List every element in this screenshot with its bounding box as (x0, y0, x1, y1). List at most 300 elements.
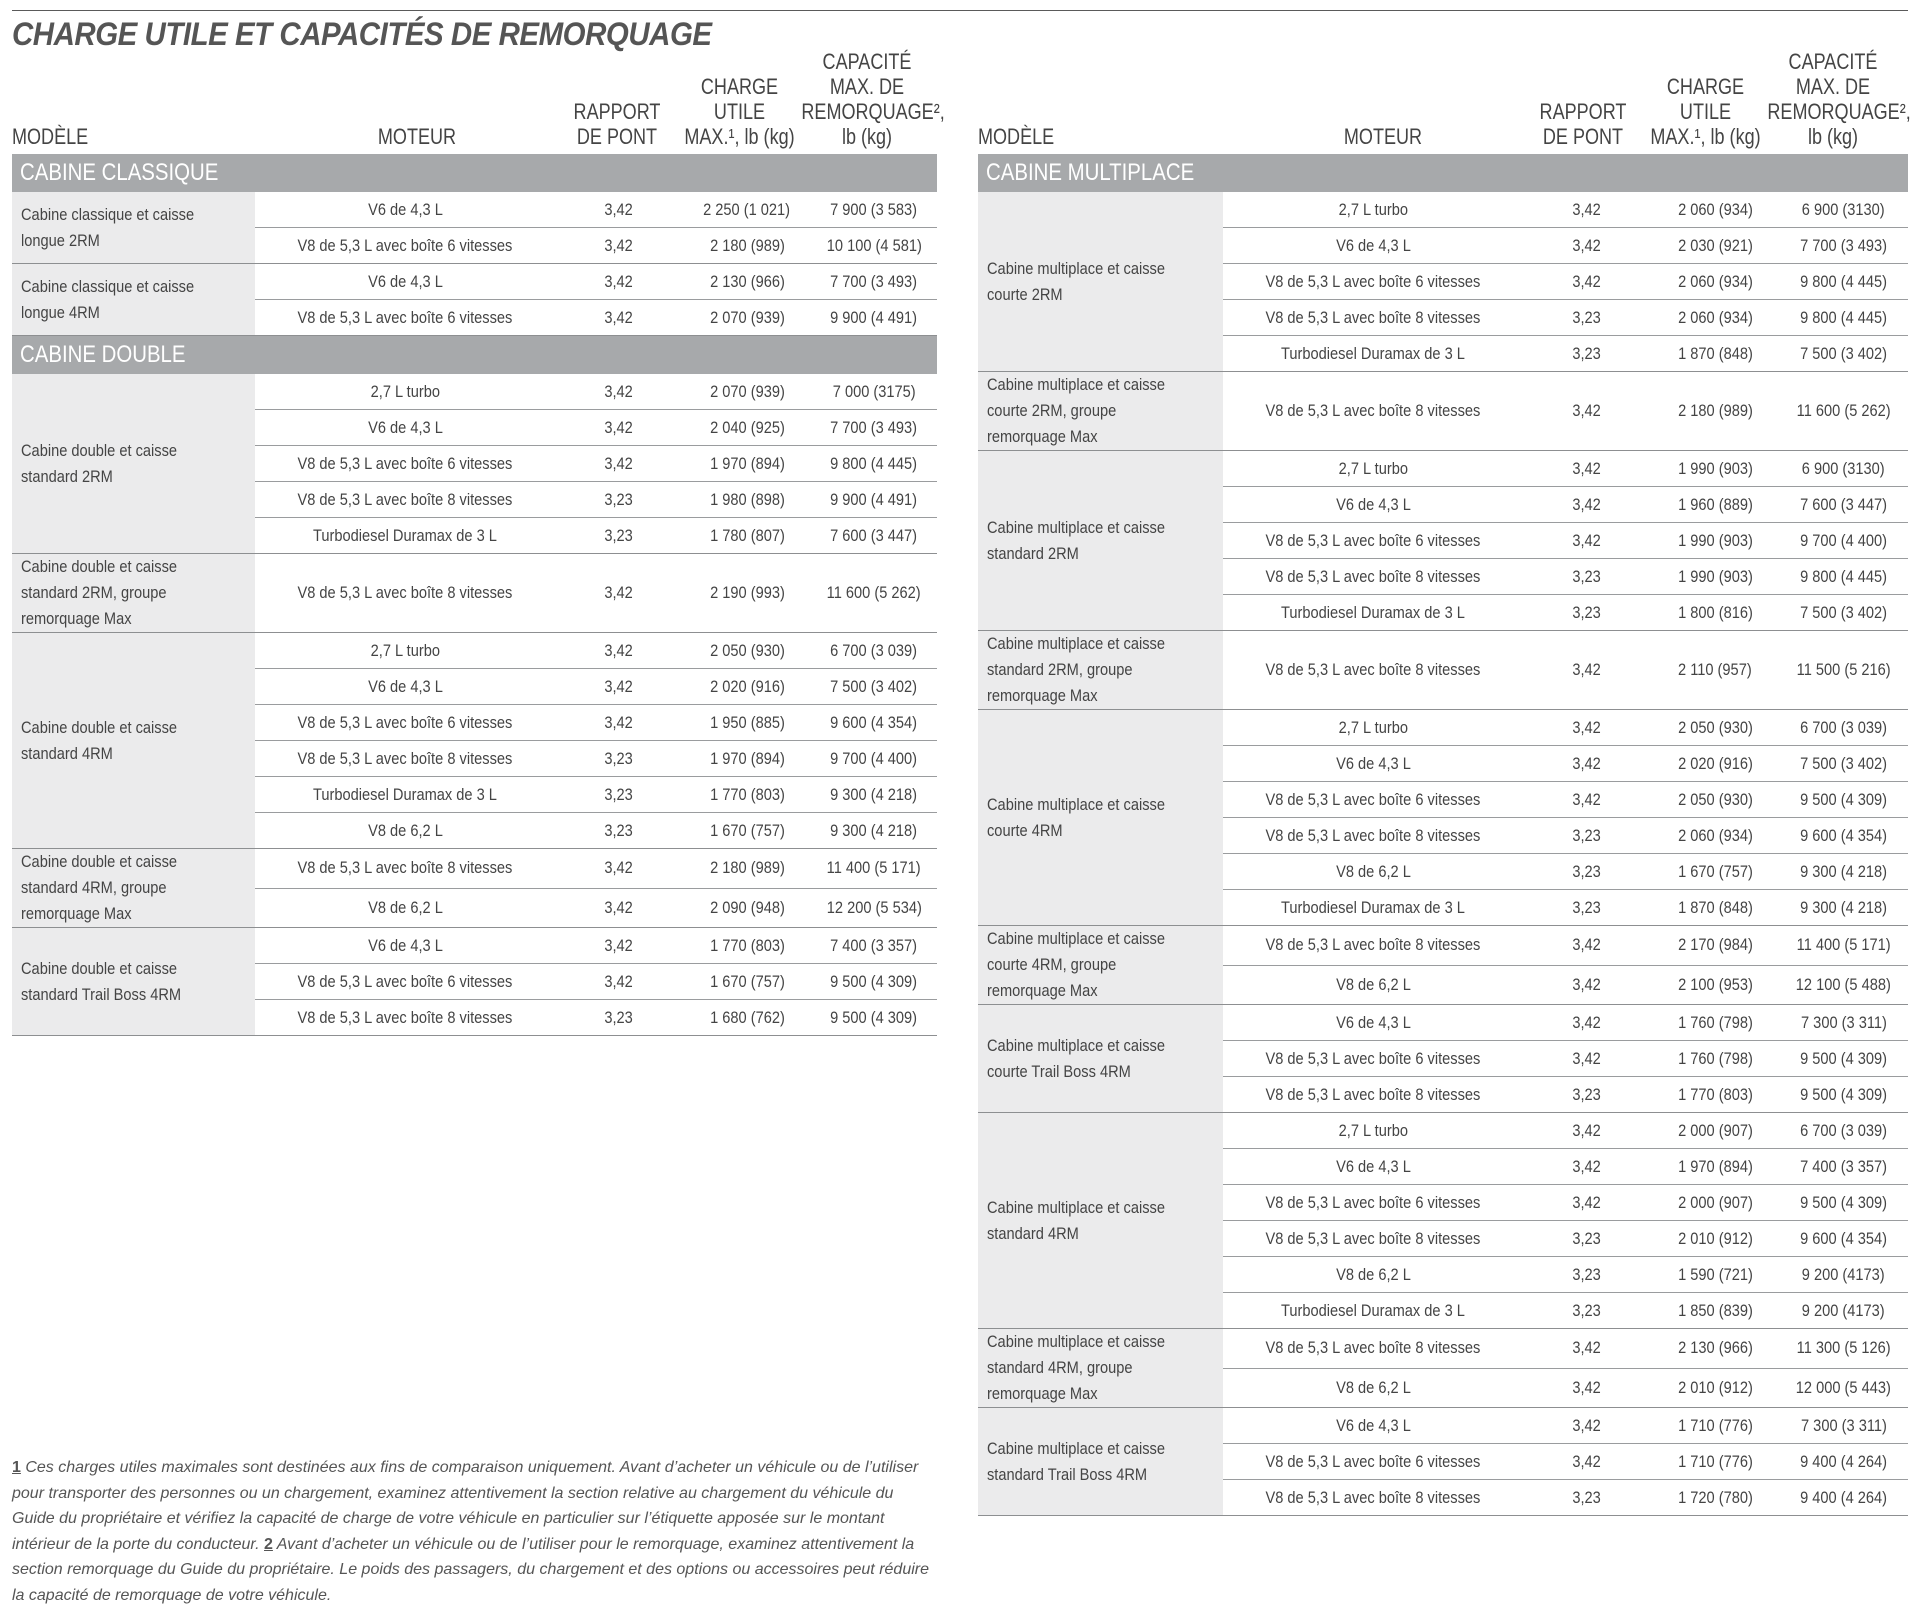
engine-cell-value: Turbodiesel Duramax de 3 L (1281, 343, 1465, 363)
axle-ratio-cell (555, 813, 683, 849)
axle-ratio-cell (555, 264, 683, 300)
engine-cell-value: V8 de 6,2 L (1335, 974, 1411, 994)
axle-ratio-cell-value: 3,42 (604, 381, 634, 401)
model-name: Cabine double et caisse standard 2RM (21, 440, 178, 486)
model-cell (978, 926, 1223, 1005)
towing-cell (1779, 1185, 1908, 1221)
payload-cell (1651, 782, 1779, 818)
axle-ratio-cell-value: 3,42 (604, 453, 634, 473)
engine-cell-value: V8 de 5,3 L avec boîte 8 vitesses (1265, 566, 1481, 586)
axle-ratio-cell-value: 3,23 (604, 489, 634, 509)
payload-cell-value: 1 980 (898) (709, 489, 785, 509)
engine-cell (1223, 192, 1523, 228)
payload-cell (683, 192, 811, 228)
engine-cell-value: V8 de 5,3 L avec boîte 6 vitesses (1265, 1192, 1481, 1212)
towing-cell-value: 6 700 (3 039) (1800, 717, 1888, 737)
payload-cell (683, 1000, 811, 1036)
table-row (978, 1408, 1908, 1444)
payload-cell (1651, 1293, 1779, 1329)
towing-cell (1779, 1408, 1908, 1444)
axle-ratio-cell (1523, 1113, 1651, 1149)
axle-ratio-cell-value: 3,42 (1572, 753, 1602, 773)
payload-cell-value: 2 050 (930) (1677, 717, 1753, 737)
engine-cell-value: V8 de 5,3 L avec boîte 8 vitesses (297, 489, 513, 509)
axle-ratio-cell (1523, 782, 1651, 818)
engine-cell (255, 705, 555, 741)
engine-cell-value: 2,7 L turbo (1338, 199, 1408, 219)
payload-cell-value: 2 020 (916) (709, 676, 785, 696)
towing-cell-value: 9 500 (4 309) (1800, 1084, 1888, 1104)
section-header-row (12, 154, 937, 192)
left-spec-table (12, 154, 937, 1036)
axle-ratio-cell (1523, 1293, 1651, 1329)
engine-cell (255, 410, 555, 446)
towing-cell (1779, 1444, 1908, 1480)
towing-cell (811, 300, 937, 336)
towing-cell (811, 192, 937, 228)
towing-cell-value: 7 600 (3 447) (1800, 494, 1888, 514)
engine-cell-value: V8 de 5,3 L avec boîte 8 vitesses (1265, 307, 1481, 327)
engine-cell-value: V8 de 5,3 L avec boîte 8 vitesses (297, 583, 513, 602)
model-name: Cabine double et caisse standard 4RM (21, 717, 178, 763)
engine-cell-value: 2,7 L turbo (1338, 458, 1408, 478)
axle-ratio-cell-value: 3,42 (1572, 1192, 1602, 1212)
header-towing: CAPACITÉ MAX. DE REMORQUAGE², lb (kg) (1767, 49, 1911, 149)
engine-cell (1223, 1257, 1523, 1293)
engine-cell-value: V8 de 5,3 L avec boîte 6 vitesses (297, 235, 513, 255)
towing-cell-value: 11 400 (5 171) (1796, 935, 1891, 955)
header-engine: MOTEUR (377, 124, 457, 149)
axle-ratio-cell-value: 3,42 (1572, 660, 1602, 679)
engine-cell-value: V8 de 5,3 L avec boîte 8 vitesses (1265, 935, 1481, 955)
axle-ratio-cell-value: 3,42 (1572, 789, 1602, 809)
payload-cell-value: 2 070 (939) (709, 381, 785, 401)
payload-cell (683, 264, 811, 300)
axle-ratio-cell (555, 482, 683, 518)
engine-cell-value: Turbodiesel Duramax de 3 L (313, 784, 497, 804)
axle-ratio-cell-value: 3,42 (1572, 494, 1602, 514)
payload-cell-value: 2 190 (993) (709, 583, 785, 602)
engine-cell-value: 2,7 L turbo (1338, 1120, 1408, 1140)
payload-cell (1651, 1480, 1779, 1516)
payload-cell (1651, 1444, 1779, 1480)
right-table-header (978, 44, 1911, 154)
towing-cell (811, 705, 937, 741)
payload-cell-value: 1 990 (903) (1677, 458, 1753, 478)
towing-cell-value: 7 500 (3 402) (830, 676, 918, 696)
footnotes (12, 1455, 937, 1608)
towing-cell (1779, 523, 1908, 559)
payload-cell (1651, 1329, 1779, 1369)
towing-cell-value: 9 500 (4 309) (1800, 789, 1888, 809)
towing-cell (1779, 1329, 1908, 1369)
towing-cell-value: 9 400 (4 264) (1800, 1451, 1888, 1471)
axle-ratio-cell-value: 3,42 (604, 235, 634, 255)
axle-ratio-cell-value: 3,23 (604, 525, 634, 545)
axle-ratio-cell-value: 3,23 (1572, 307, 1602, 327)
payload-cell-value: 1 670 (757) (709, 820, 785, 840)
towing-cell (811, 264, 937, 300)
axle-ratio-cell (1523, 746, 1651, 782)
payload-cell-value: 1 990 (903) (1677, 530, 1753, 550)
axle-ratio-cell (555, 300, 683, 336)
payload-cell (1651, 372, 1779, 451)
engine-cell (255, 554, 555, 633)
payload-cell-value: 1 720 (780) (1677, 1487, 1753, 1507)
axle-ratio-cell (1523, 1329, 1651, 1369)
payload-cell-value: 2 050 (930) (709, 640, 785, 660)
engine-cell-value: Turbodiesel Duramax de 3 L (1281, 602, 1465, 622)
model-cell (978, 1329, 1223, 1408)
payload-cell-value: 1 970 (894) (709, 453, 785, 473)
engine-cell (1223, 1149, 1523, 1185)
payload-cell-value: 2 060 (934) (1677, 271, 1753, 291)
table-row (12, 192, 937, 228)
model-cell (12, 633, 255, 849)
model-cell (978, 710, 1223, 926)
axle-ratio-cell-value: 3,42 (604, 307, 634, 327)
towing-cell (811, 374, 937, 410)
engine-cell (1223, 228, 1523, 264)
payload-cell-value: 1 670 (757) (1677, 861, 1753, 881)
header-engine: MOTEUR (1343, 124, 1423, 149)
payload-cell (683, 964, 811, 1000)
payload-cell (1651, 559, 1779, 595)
left-panel (12, 44, 945, 1036)
towing-cell (1779, 451, 1908, 487)
payload-cell-value: 1 870 (848) (1677, 897, 1753, 917)
towing-cell (1779, 782, 1908, 818)
towing-cell-value: 9 800 (4 445) (1800, 271, 1888, 291)
payload-cell-value: 2 000 (907) (1677, 1120, 1753, 1140)
payload-cell-value: 2 090 (948) (709, 897, 785, 917)
towing-cell (1779, 1113, 1908, 1149)
model-name: Cabine double et caisse standard 4RM, groupe remorquage Max (21, 852, 178, 923)
towing-cell (1779, 631, 1908, 710)
model-cell (978, 1408, 1223, 1516)
axle-ratio-cell (1523, 965, 1651, 1005)
payload-cell (1651, 818, 1779, 854)
payload-cell (1651, 854, 1779, 890)
payload-cell-value: 1 710 (776) (1677, 1415, 1753, 1435)
engine-cell-value: V6 de 4,3 L (1335, 753, 1411, 773)
footnote-1-number: 1 (12, 1459, 21, 1476)
towing-cell-value: 7 600 (3 447) (830, 525, 918, 545)
payload-cell (1651, 523, 1779, 559)
towing-cell (1779, 264, 1908, 300)
table-row (12, 374, 937, 410)
payload-cell (1651, 228, 1779, 264)
engine-cell-value: V6 de 4,3 L (1335, 1156, 1411, 1176)
engine-cell (255, 446, 555, 482)
payload-cell (683, 410, 811, 446)
engine-cell-value: V8 de 5,3 L avec boîte 8 vitesses (1265, 401, 1481, 420)
towing-cell-value: 9 300 (4 218) (830, 784, 918, 804)
model-name: Cabine multiplace et caisse standard 2RM (987, 517, 1165, 563)
towing-cell (811, 849, 937, 889)
model-name: Cabine multiplace et caisse courte 2RM, groupe remorquage Max (987, 375, 1165, 446)
towing-cell-value: 7 000 (3175) (832, 381, 916, 401)
towing-cell (811, 228, 937, 264)
engine-cell (1223, 631, 1523, 710)
payload-cell (683, 446, 811, 482)
axle-ratio-cell-value: 3,23 (1572, 1300, 1602, 1320)
payload-cell (1651, 631, 1779, 710)
axle-ratio-cell (555, 192, 683, 228)
engine-cell-value: V8 de 6,2 L (1335, 861, 1411, 881)
axle-ratio-cell (1523, 1444, 1651, 1480)
model-name: Cabine multiplace et caisse courte 4RM, groupe remorquage Max (987, 929, 1165, 1000)
towing-cell-value: 7 500 (3 402) (1800, 343, 1888, 363)
engine-cell (255, 777, 555, 813)
right-panel (978, 44, 1911, 1516)
payload-cell-value: 2 060 (934) (1677, 307, 1753, 327)
axle-ratio-cell-value: 3,42 (604, 676, 634, 696)
model-name: Cabine classique et caisse longue 2RM (21, 204, 195, 250)
engine-cell (255, 228, 555, 264)
model-cell (978, 1113, 1223, 1329)
engine-cell-value: V8 de 5,3 L avec boîte 6 vitesses (1265, 1451, 1481, 1471)
towing-cell (1779, 1368, 1908, 1408)
towing-cell (1779, 965, 1908, 1005)
engine-cell (1223, 595, 1523, 631)
axle-ratio-cell-value: 3,42 (604, 935, 634, 955)
axle-ratio-cell (555, 669, 683, 705)
engine-cell (255, 928, 555, 964)
table-row (978, 631, 1908, 710)
header-model: MODÈLE (12, 124, 89, 149)
section-header-row (12, 336, 937, 375)
towing-cell-value: 7 700 (3 493) (1800, 235, 1888, 255)
axle-ratio-cell-value: 3,42 (1572, 235, 1602, 255)
axle-ratio-cell (1523, 264, 1651, 300)
axle-ratio-cell (1523, 192, 1651, 228)
model-name: Cabine classique et caisse longue 4RM (21, 276, 195, 322)
left-table-header (12, 44, 945, 154)
towing-cell-value: 6 900 (3130) (1802, 199, 1885, 219)
engine-cell (1223, 336, 1523, 372)
axle-ratio-cell (555, 849, 683, 889)
towing-cell-value: 9 800 (4 445) (1800, 566, 1888, 586)
towing-cell-value: 9 600 (4 354) (1800, 825, 1888, 845)
axle-ratio-cell-value: 3,42 (1572, 974, 1602, 994)
axle-ratio-cell-value: 3,42 (1572, 1156, 1602, 1176)
towing-cell (811, 777, 937, 813)
axle-ratio-cell-value: 3,23 (604, 748, 634, 768)
axle-ratio-cell-value: 3,42 (604, 897, 634, 917)
axle-ratio-cell-value: 3,23 (1572, 1084, 1602, 1104)
payload-cell (683, 928, 811, 964)
payload-cell-value: 1 760 (798) (1677, 1048, 1753, 1068)
axle-ratio-cell (1523, 372, 1651, 451)
axle-ratio-cell-value: 3,42 (604, 640, 634, 660)
payload-cell (1651, 595, 1779, 631)
table-row (978, 926, 1908, 966)
payload-cell-value: 2 010 (912) (1677, 1228, 1753, 1248)
payload-cell-value: 2 250 (1 021) (703, 199, 791, 219)
towing-cell-value: 9 300 (4 218) (1800, 897, 1888, 917)
payload-cell (683, 705, 811, 741)
engine-cell (1223, 746, 1523, 782)
engine-cell-value: Turbodiesel Duramax de 3 L (1281, 1300, 1465, 1320)
axle-ratio-cell (555, 410, 683, 446)
engine-cell (255, 964, 555, 1000)
table-row (978, 1113, 1908, 1149)
engine-cell-value: V8 de 5,3 L avec boîte 8 vitesses (1265, 660, 1481, 679)
engine-cell (1223, 1329, 1523, 1369)
payload-cell (1651, 746, 1779, 782)
engine-cell-value: V6 de 4,3 L (367, 935, 443, 955)
engine-cell (1223, 1005, 1523, 1041)
towing-cell-value: 12 000 (5 443) (1795, 1377, 1892, 1397)
table-row (12, 849, 937, 889)
payload-cell (1651, 1149, 1779, 1185)
engine-cell (1223, 782, 1523, 818)
engine-cell (255, 264, 555, 300)
towing-cell (1779, 926, 1908, 966)
axle-ratio-cell (555, 888, 683, 928)
engine-cell (255, 741, 555, 777)
towing-cell-value: 11 600 (5 262) (826, 583, 922, 602)
engine-cell (255, 300, 555, 336)
towing-cell-value: 7 900 (3 583) (830, 199, 918, 219)
axle-ratio-cell (555, 633, 683, 669)
payload-cell-value: 2 070 (939) (709, 307, 785, 327)
towing-cell-value: 9 900 (4 491) (830, 307, 918, 327)
engine-cell-value: V8 de 5,3 L avec boîte 6 vitesses (297, 453, 513, 473)
axle-ratio-cell (555, 446, 683, 482)
payload-cell (683, 554, 811, 633)
towing-cell (1779, 300, 1908, 336)
towing-cell (1779, 336, 1908, 372)
payload-cell (1651, 1221, 1779, 1257)
towing-cell (811, 1000, 937, 1036)
engine-cell (1223, 300, 1523, 336)
engine-cell-value: V8 de 5,3 L avec boîte 8 vitesses (297, 1007, 513, 1027)
axle-ratio-cell (1523, 1368, 1651, 1408)
towing-cell (811, 813, 937, 849)
engine-cell-value: V8 de 5,3 L avec boîte 8 vitesses (1265, 825, 1481, 845)
engine-cell (1223, 372, 1523, 451)
engine-cell (255, 633, 555, 669)
engine-cell-value: V8 de 5,3 L avec boîte 8 vitesses (297, 748, 513, 768)
engine-cell (1223, 854, 1523, 890)
footnote-2-text: Avant d’acheter un véhicule ou de l’utiliser pour le remorquage, examinez attentivement la section remorquage du Guide du propriétaire. Le poids des passagers, du chargement et des options ou accessoires peut réduire la capacité de remorquage de votre véhicule. (12, 1535, 929, 1604)
towing-cell (1779, 710, 1908, 746)
axle-ratio-cell-value: 3,23 (604, 784, 634, 804)
engine-cell (255, 374, 555, 410)
towing-cell-value: 7 300 (3 311) (1800, 1012, 1887, 1032)
payload-cell (683, 813, 811, 849)
payload-cell-value: 2 130 (966) (1677, 1338, 1753, 1358)
towing-cell (1779, 228, 1908, 264)
axle-ratio-cell (1523, 710, 1651, 746)
table-row (12, 554, 937, 633)
towing-cell-value: 9 600 (4 354) (830, 712, 918, 732)
towing-cell-value: 6 700 (3 039) (830, 640, 918, 660)
axle-ratio-cell-value: 3,42 (604, 271, 634, 291)
model-cell (12, 849, 255, 928)
header-payload: CHARGE UTILE MAX.¹, lb (kg) (1650, 74, 1761, 149)
axle-ratio-cell (1523, 595, 1651, 631)
engine-cell (1223, 1077, 1523, 1113)
engine-cell (1223, 1368, 1523, 1408)
axle-ratio-cell (1523, 1185, 1651, 1221)
towing-cell (1779, 1480, 1908, 1516)
towing-cell (811, 741, 937, 777)
payload-cell-value: 1 760 (798) (1677, 1012, 1753, 1032)
engine-cell-value: V8 de 6,2 L (1335, 1264, 1411, 1284)
payload-cell-value: 1 990 (903) (1677, 566, 1753, 586)
payload-cell-value: 1 770 (803) (1677, 1084, 1753, 1104)
towing-cell-value: 9 700 (4 400) (1800, 530, 1888, 550)
model-cell (978, 372, 1223, 451)
engine-cell (255, 813, 555, 849)
payload-cell-value: 1 850 (839) (1677, 1300, 1753, 1320)
engine-cell-value: V8 de 5,3 L avec boîte 8 vitesses (1265, 1084, 1481, 1104)
axle-ratio-cell (1523, 1257, 1651, 1293)
section-title-text: CABINE DOUBLE (20, 341, 186, 368)
engine-cell-value: V8 de 5,3 L avec boîte 6 vitesses (297, 971, 513, 991)
payload-cell (683, 633, 811, 669)
payload-cell (1651, 1257, 1779, 1293)
axle-ratio-cell (555, 1000, 683, 1036)
engine-cell-value: V8 de 5,3 L avec boîte 8 vitesses (297, 858, 513, 878)
towing-cell-value: 9 500 (4 309) (830, 1007, 918, 1027)
axle-ratio-cell-value: 3,42 (604, 971, 634, 991)
payload-cell (683, 518, 811, 554)
axle-ratio-cell (1523, 1221, 1651, 1257)
engine-cell (255, 192, 555, 228)
axle-ratio-cell (555, 777, 683, 813)
payload-cell-value: 1 950 (885) (709, 712, 785, 732)
towing-cell-value: 9 500 (4 309) (830, 971, 918, 991)
towing-cell (811, 446, 937, 482)
axle-ratio-cell (1523, 1149, 1651, 1185)
axle-ratio-cell-value: 3,23 (1572, 1264, 1602, 1284)
towing-cell-value: 7 500 (3 402) (1800, 753, 1888, 773)
axle-ratio-cell-value: 3,42 (1572, 1012, 1602, 1032)
payload-cell (683, 741, 811, 777)
engine-cell-value: Turbodiesel Duramax de 3 L (313, 525, 497, 545)
engine-cell (255, 888, 555, 928)
payload-cell-value: 1 770 (803) (709, 784, 785, 804)
towing-cell (1779, 1257, 1908, 1293)
payload-cell-value: 2 040 (925) (709, 417, 785, 437)
axle-ratio-cell-value: 3,42 (1572, 717, 1602, 737)
axle-ratio-cell (1523, 228, 1651, 264)
payload-cell (683, 228, 811, 264)
engine-cell (1223, 818, 1523, 854)
payload-cell-value: 1 970 (894) (1677, 1156, 1753, 1176)
axle-ratio-cell-value: 3,42 (604, 199, 634, 219)
payload-cell (1651, 965, 1779, 1005)
axle-ratio-cell-value: 3,42 (1572, 401, 1602, 420)
axle-ratio-cell (1523, 631, 1651, 710)
engine-cell (1223, 1185, 1523, 1221)
engine-cell-value: V8 de 5,3 L avec boîte 6 vitesses (1265, 530, 1481, 550)
payload-cell-value: 1 870 (848) (1677, 343, 1753, 363)
model-cell (12, 192, 255, 264)
section-title (12, 336, 937, 375)
engine-cell-value: V6 de 4,3 L (1335, 1012, 1411, 1032)
payload-cell-value: 2 180 (989) (1677, 401, 1753, 420)
towing-cell (811, 669, 937, 705)
axle-ratio-cell (1523, 1005, 1651, 1041)
axle-ratio-cell (1523, 854, 1651, 890)
payload-cell-value: 1 770 (803) (709, 935, 785, 955)
model-name: Cabine multiplace et caisse standard 2RM, groupe remorquage Max (987, 634, 1165, 705)
